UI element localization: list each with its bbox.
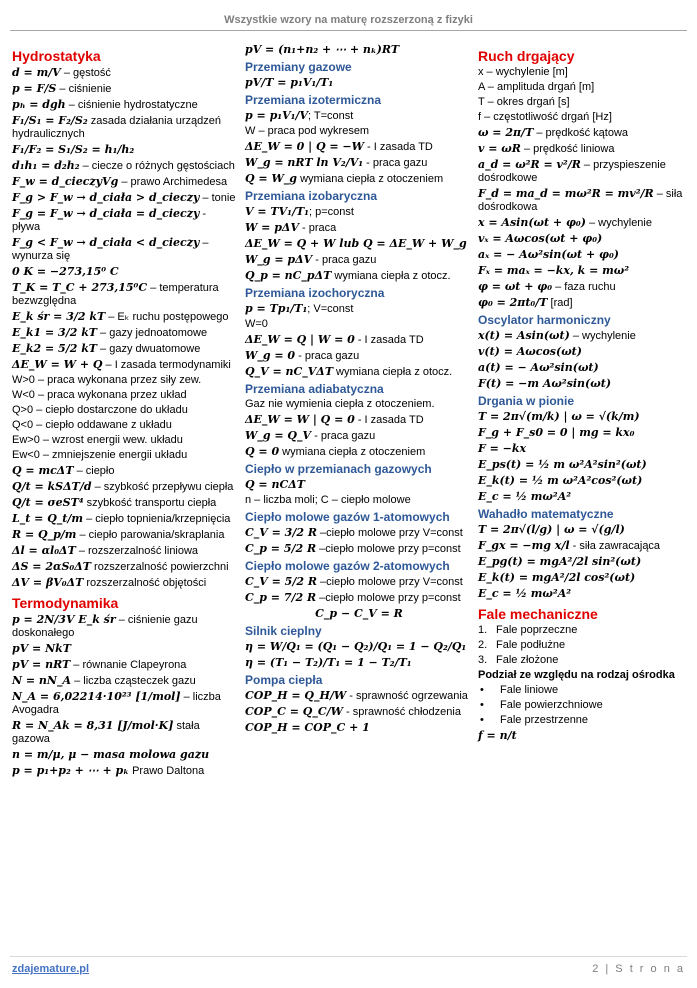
formula-row [12, 544, 237, 558]
section-title-izotermiczna: Przemiana izotermiczna [245, 93, 382, 107]
formula: E_c = ½ mω²A² [478, 587, 572, 600]
formula-description: ; V=const [307, 303, 354, 315]
formula-description: - pływa [12, 208, 207, 233]
formula: ω = 2π/T [478, 126, 534, 139]
section-title-hydrostatyka: Hydrostatyka [12, 48, 101, 64]
formula: W_g = pΔV [245, 253, 313, 266]
formula: pₕ = dgh [12, 98, 66, 111]
formula-description: – rozszerzalność liniowa [75, 545, 199, 557]
formula-description: - I zasada TD [354, 414, 424, 426]
thermodynamics-formulas [12, 613, 237, 778]
formula-description: – gazy dwuatomowe [97, 343, 201, 355]
list-item: 1. Fale poprzeczne [478, 624, 578, 636]
formula-row [245, 398, 473, 411]
formula: N = nN_A [12, 674, 72, 687]
formula: Fₓ = maₓ = −kx, k = mω² [478, 264, 630, 277]
page-header: Wszystkie wzory na maturę rozszerzoną z fizyki [224, 14, 473, 26]
formula-row [12, 265, 237, 279]
section-title-termodynamika: Termodynamika [12, 595, 119, 611]
formula: Δl = αl₀ΔT [12, 544, 76, 557]
formula: ΔE_W = Q | W = 0 [245, 333, 355, 346]
formula-description: – ciśnienie [56, 83, 112, 95]
formula-row [478, 280, 688, 294]
formula-description: – ciecze o różnych gęstościach [79, 160, 235, 172]
formula-row [245, 221, 473, 235]
gas-change-formulas [245, 76, 473, 90]
formula-row [478, 539, 688, 553]
section-title-izobaryczna: Przemiana izobaryczna [245, 189, 378, 203]
formula-description: - siła zawracająca [569, 540, 661, 552]
formula-description: –ciepło molowe przy p=const [316, 543, 461, 555]
formula-row [478, 248, 688, 262]
formula-row [478, 377, 688, 391]
formula-row [12, 613, 237, 640]
formula-row [245, 526, 473, 540]
formula-description: – liczba Avogadra [12, 691, 221, 716]
section-title-izochoryczna: Przemiana izochoryczna [245, 286, 385, 300]
formula-row [245, 302, 473, 316]
formula: COP_H = COP_C + 1 [245, 721, 370, 734]
formula: E_ps(t) = ½ m ω²A²sin²(ωt) [478, 458, 647, 471]
formula-description: - praca gazu [363, 157, 428, 169]
mayer-relation: C_p − C_V = R [315, 607, 403, 620]
formula-description: ; T=const [307, 110, 354, 122]
formula: ΔE_W = Q + W lub Q = ΔE_W + W_g [245, 237, 467, 250]
formula: Q = W_g [245, 172, 298, 185]
medium-subtitle: Podział ze względu na rodzaj ośrodka [478, 669, 675, 681]
formula: a(t) = − Aω²sin(ωt) [478, 361, 599, 374]
formula-row [478, 587, 688, 601]
formula-description: wymiana ciepła z otoczeniem [297, 173, 444, 185]
formula-description: – szybkość przepływu ciepła [91, 481, 234, 493]
formula-row [245, 237, 473, 251]
oscillator-formulas [478, 329, 688, 391]
formula: F_w = d_cieczyVg [12, 175, 119, 188]
text-line: Ew<0 – zmniejszenie energii układu [12, 449, 188, 461]
formula: n = m/μ, μ − masa molowa gazu [12, 748, 210, 761]
list-item: 3. Fale złożone [478, 654, 559, 666]
formula: F_g > F_w → d_ciała > d_cieczy [12, 191, 200, 204]
formula: R = Q_p/m [12, 528, 77, 541]
formula-row [245, 140, 473, 154]
formula-row [245, 109, 473, 123]
formula: E_k2 = 5/2 kT [12, 342, 97, 355]
formula-description: - I zasada TD [364, 141, 433, 153]
header-divider [10, 30, 687, 31]
dalton-total-formula: pV = (n₁+n₂ + ⋯ + nₖ)RT [245, 43, 399, 56]
formula-row [245, 445, 473, 459]
formula: φ = ωt + φ₀ [478, 280, 553, 293]
formula: F_gx = −mg x/l [478, 539, 570, 552]
formula: ΔE_W = 0 | Q = −W [245, 140, 364, 153]
formula-row [478, 490, 688, 504]
formula-row [245, 318, 473, 331]
formula-row [245, 494, 473, 507]
formula: V = TV₁/T₁ [245, 205, 309, 218]
formula-description: – wychylenie [585, 217, 652, 229]
formula-row [12, 764, 237, 778]
section-title-drgania-pion: Drgania w pionie [478, 394, 575, 408]
list-item: • Fale przestrzenne [480, 714, 589, 726]
list-item: • Fale powierzchniowe [480, 699, 603, 711]
formula: d₁h₁ = d₂h₂ [12, 159, 80, 172]
formula-description: – Eₖ ruchu postępowego [105, 311, 229, 323]
formula-row [478, 232, 688, 246]
formula-description: - sprawność ogrzewania [346, 690, 468, 702]
vertical-oscillation-formulas [478, 410, 688, 504]
formula: F₁/F₂ = S₁/S₂ = h₁/h₂ [12, 143, 135, 156]
formula: T = 2π√(m/k) | ω = √(k/m) [478, 410, 640, 423]
formula: N_A = 6,02214·10²³ [1/mol] [12, 690, 181, 703]
formula-description: - praca gazu [311, 430, 376, 442]
formula: E_k1 = 3/2 kT [12, 326, 97, 339]
formula-row [12, 310, 237, 324]
formula-row [478, 158, 688, 185]
formula: Q = 0 [245, 445, 280, 458]
pendulum-formulas [478, 523, 688, 601]
formula: W_g = Q_V [245, 429, 312, 442]
adiabatic-formulas [245, 398, 473, 459]
formula-row [12, 658, 237, 672]
formula-row [245, 172, 473, 186]
formula-row [478, 571, 688, 585]
formula: W = pΔV [245, 221, 299, 234]
formula-description: W – praca pod wykresem [245, 125, 370, 137]
heat-formulas [12, 464, 237, 590]
formula-description: – przyspieszenie dośrodkowe [478, 159, 666, 184]
oscillation-formulas [478, 126, 688, 310]
section-title-fale: Fale mechaniczne [478, 606, 598, 622]
formula-description: – ciśnienie hydrostatyczne [65, 99, 198, 111]
section-title-ruch-drgajacy: Ruch drgający [478, 48, 575, 64]
formula-row [478, 345, 688, 359]
formula-description: –ciepło molowe przy V=const [316, 576, 463, 588]
formula-description: – gęstość [60, 67, 111, 79]
formula-description: stała gazowa [12, 720, 200, 745]
formula-description: - sprawność chłodzenia [342, 706, 461, 718]
formula: pV = nRT [12, 658, 71, 671]
formula: Q/t = kSΔT/d [12, 480, 92, 493]
text-line: Q>0 – ciepło dostarczone do układu [12, 404, 188, 416]
formula-row [12, 642, 237, 656]
formula-description: – siła dośrodkowa [478, 188, 683, 213]
formula: W_g = nRT ln V₂/V₁ [245, 156, 364, 169]
formula-row [245, 333, 473, 347]
formula: C_V = 5/2 R [245, 575, 317, 588]
formula: COP_C = Q_C/W [245, 705, 343, 718]
formula-row [245, 156, 473, 170]
text-line: Ew>0 – wzrost energii wew. układu [12, 434, 183, 446]
formula: pV/T = p₁V₁/T₁ [245, 76, 334, 89]
formula-row [12, 690, 237, 717]
formula-description: – I zasada termodynamiki [102, 359, 231, 371]
formula-row [478, 187, 688, 214]
formula-row [245, 429, 473, 443]
formula: a_d = ω²R = v²/R [478, 158, 581, 171]
formula: Q_V = nC_VΔT [245, 365, 333, 378]
formula-row [12, 560, 237, 574]
text-line: W>0 – praca wykonana przez siły zew. [12, 374, 202, 386]
footer-divider [10, 956, 687, 957]
formula-row [478, 426, 688, 440]
formula: Q/t = σeST⁴ [12, 496, 84, 509]
formula: F_d = ma_d = mω²R = mv²/R [478, 187, 654, 200]
formula: x = Asin(ωt + φ₀) [478, 216, 586, 229]
formula-row [478, 296, 688, 310]
formula-description: wymiana ciepła z otoczeniem [279, 446, 426, 458]
formula-row [12, 480, 237, 494]
formula-description: – liczba cząsteczek gazu [71, 675, 196, 687]
formula: v = ωR [478, 142, 521, 155]
column-2 [245, 43, 473, 737]
formula-row [12, 236, 237, 263]
column-1 [12, 46, 237, 780]
formula-description: – ciepło parowania/skraplania [76, 529, 225, 541]
formula-row [478, 474, 688, 488]
formula: p = p₁+p₂ + ⋯ + pₖ [12, 764, 130, 777]
formula: COP_H = Q_H/W [245, 689, 347, 702]
formula-description: – tonie [199, 192, 236, 204]
formula-row [12, 748, 237, 762]
formula-row [478, 458, 688, 472]
formula-description: – prawo Archimedesa [118, 176, 228, 188]
formula: W_g = 0 [245, 349, 296, 362]
formula: Q = nCΔT [245, 478, 305, 491]
formula: v(t) = Aωcos(ωt) [478, 345, 582, 358]
formula: E_k(t) = ½ m ω²A²cos²(ωt) [478, 474, 643, 487]
formula-row [478, 442, 688, 456]
list-item: 2. Fale podłużne [478, 639, 566, 651]
formula-description: wymiana ciepła z otocz. [333, 366, 453, 378]
section-title-adiabatyczna: Przemiana adiabatyczna [245, 382, 384, 396]
formula: aₓ = − Aω²sin(ωt + φ₀) [478, 248, 619, 261]
formula-row [12, 528, 237, 542]
formula-row [12, 358, 237, 372]
section-title-cieplo-1-atom: Ciepło molowe gazów 1-atomowych [245, 510, 450, 524]
formula-row [12, 342, 237, 356]
formula-description: – ciepło [73, 465, 115, 477]
section-title-przemiany: Przemiany gazowe [245, 60, 352, 74]
formula-row [478, 555, 688, 569]
formula-description: Gaz nie wymienia ciepła z otoczeniem. [245, 398, 435, 410]
formula: F_g + F_s0 = 0 | mg = kx₀ [478, 426, 635, 439]
formula-row [12, 114, 237, 141]
formula: Q_p = nC_pΔT [245, 269, 332, 282]
formula-row [245, 76, 473, 90]
formula-row [12, 719, 237, 746]
formula-row [478, 329, 688, 343]
formula: p = 2N/3V E_k śr [12, 613, 116, 626]
text-line: f – częstotliwość drgań [Hz] [478, 111, 612, 123]
text-line: A – amplituda drgań [m] [478, 81, 595, 93]
formula: R = N_Ak = 8,31 [J/mol·K] [12, 719, 174, 732]
formula-row [12, 98, 237, 112]
heat-pump-formulas [245, 689, 473, 735]
formula-description: –ciepło molowe przy V=const [316, 527, 463, 539]
formula-row [12, 496, 237, 510]
formula-row [478, 410, 688, 424]
formula-row [245, 575, 473, 589]
formula: C_p = 7/2 R [245, 591, 317, 604]
formula-description: szybkość transportu ciepła [83, 497, 217, 509]
formula: ΔV = βV₀ΔT [12, 576, 84, 589]
formula-description: wymiana ciepła z otocz. [331, 270, 451, 282]
formula-row [245, 365, 473, 379]
formula-row [478, 361, 688, 375]
formula-description: – ciśnienie gazu doskonałego [12, 614, 198, 639]
engine-formulas [245, 640, 473, 670]
formula: η = (T₁ − T₂)/T₁ = 1 − T₂/T₁ [245, 656, 412, 669]
formula: p = Tp₁/T₁ [245, 302, 308, 315]
formula: E_k(t) = mgA²/2l cos²(ωt) [478, 571, 636, 584]
formula: F₁/S₁ = F₂/S₂ [12, 114, 88, 127]
formula-row [478, 216, 688, 230]
formula-description: [rad] [547, 297, 573, 309]
formula: ΔE_W = W + Q [12, 358, 103, 371]
section-title-silnik: Silnik cieplny [245, 624, 322, 638]
formula-row [245, 349, 473, 363]
formula: F = −kx [478, 442, 527, 455]
formula-row [12, 175, 237, 189]
formula-description: – ciepło topnienia/krzepnięcia [83, 513, 231, 525]
formula-row [12, 66, 237, 80]
formula-description: –ciepło molowe przy p=const [316, 592, 461, 604]
formula-description: – gazy jednoatomowe [97, 327, 208, 339]
formula-row [12, 82, 237, 96]
formula-description: - praca [299, 222, 337, 234]
formula-description: – równanie Clapeyrona [70, 659, 187, 671]
formula-description: - praca gazu [295, 350, 360, 362]
formula: T_K = T_C + 273,15⁰C [12, 281, 148, 294]
formula: ΔS = 2αS₀ΔT [12, 560, 91, 573]
formula-row [12, 191, 237, 205]
section-title-pompa: Pompa ciepła [245, 673, 323, 687]
formula-description: rozszerzalność objętości [83, 577, 207, 589]
footer-page-number: 2 | S t r o n a [592, 963, 685, 975]
section-title-wahadlo: Wahadło matematyczne [478, 507, 614, 521]
isothermal-formulas [245, 109, 473, 186]
formula-row [478, 523, 688, 537]
formula: E_c = ½ mω²A² [478, 490, 572, 503]
formula-row [12, 674, 237, 688]
formula: F_g < F_w → d_ciała < d_cieczy [12, 236, 200, 249]
formula-row [12, 159, 237, 173]
heat-in-changes-formulas [245, 478, 473, 507]
formula: F(t) = −m Aω²sin(ωt) [478, 377, 612, 390]
text-line: T – okres drgań [s] [478, 96, 570, 108]
formula-row [12, 512, 237, 526]
formula-description: - praca gazu [312, 254, 377, 266]
formula-description: zasada działania urządzeń hydraulicznych [12, 115, 222, 140]
formula: E_k śr = 3/2 kT [12, 310, 106, 323]
formula-description: - I zasada TD [354, 334, 424, 346]
formula-description: – temperatura bezwzględna [12, 282, 219, 307]
formula-description: – prędkość liniowa [520, 143, 615, 155]
formula-row [245, 721, 473, 735]
text-line: W<0 – praca wykonana przez układ [12, 389, 187, 401]
molar-heat-1-formulas [245, 526, 473, 556]
footer-site-link[interactable]: zdajemature.pl [12, 963, 90, 975]
formula: d = m/V [12, 66, 61, 79]
formula-row [478, 264, 688, 278]
formula: p = p₁V₁/V [245, 109, 308, 122]
formula-description: – wynurza się [12, 237, 209, 262]
formula-description: – faza ruchu [552, 281, 616, 293]
molar-heat-2-formulas [245, 575, 473, 605]
formula: vₓ = Aωcos(ωt + φ₀) [478, 232, 603, 245]
formula: T = 2π√(l/g) | ω = √(g/l) [478, 523, 625, 536]
frequency-formula: f = n/t [478, 729, 517, 742]
isochoric-formulas [245, 302, 473, 379]
formula-row [245, 640, 473, 654]
formula-row [245, 269, 473, 283]
formula: E_pg(t) = mgA²/2l sin²(ωt) [478, 555, 642, 568]
formula-row [245, 656, 473, 670]
formula-row [478, 126, 688, 140]
formula: ΔE_W = W | Q = 0 [245, 413, 355, 426]
formula-row [245, 542, 473, 556]
list-item: • Fale liniowe [480, 684, 559, 696]
formula-row [478, 142, 688, 156]
formula: C_p = 5/2 R [245, 542, 317, 555]
formula: p = F/S [12, 82, 57, 95]
formula-row [245, 705, 473, 719]
formula: pV = NkT [12, 642, 71, 655]
formula: F_g = F_w → d_ciała = d_cieczy [12, 207, 200, 220]
formula: Q = mcΔT [12, 464, 74, 477]
energy-sign-notes [12, 374, 237, 462]
hydrostatics-formulas [12, 66, 237, 372]
formula-row [12, 281, 237, 308]
formula-row [12, 143, 237, 157]
formula-row [245, 478, 473, 492]
formula-row [12, 326, 237, 340]
formula-description: W=0 [245, 318, 268, 330]
formula-row [12, 576, 237, 590]
section-title-oscylator: Oscylator harmoniczny [478, 313, 611, 327]
formula-row [245, 253, 473, 267]
formula: x(t) = Asin(ωt) [478, 329, 570, 342]
formula-row [245, 591, 473, 605]
section-title-cieplo-przemiany: Ciepło w przemianach gazowych [245, 462, 432, 476]
text-line: Q<0 – ciepło oddawane z układu [12, 419, 172, 431]
formula-description: n – liczba moli; C – ciepło molowe [245, 494, 411, 506]
formula: L_t = Q_t/m [12, 512, 84, 525]
formula: C_V = 3/2 R [245, 526, 317, 539]
text-line: x – wychylenie [m] [478, 66, 568, 78]
formula-row [245, 413, 473, 427]
formula-description: rozszerzalność powierzchni [90, 561, 229, 573]
formula-description: Prawo Daltona [129, 765, 205, 777]
column-3 [478, 46, 688, 745]
isobaric-formulas [245, 205, 473, 283]
formula-description: – prędkość kątowa [533, 127, 629, 139]
formula-row [245, 205, 473, 219]
formula-row [12, 464, 237, 478]
formula-description: – wychylenie [569, 330, 636, 342]
formula: 0 K = −273,15⁰ C [12, 265, 119, 278]
formula-row [12, 207, 237, 234]
formula-row [245, 689, 473, 703]
formula-description: ; p=const [308, 206, 354, 218]
oscillation-definitions [478, 66, 688, 124]
formula: φ₀ = 2πt₀/T [478, 296, 548, 309]
section-title-cieplo-2-atom: Ciepło molowe gazów 2-atomowych [245, 559, 450, 573]
formula: η = W/Q₁ = (Q₁ − Q₂)/Q₁ = 1 − Q₂/Q₁ [245, 640, 467, 653]
formula-row [245, 125, 473, 138]
